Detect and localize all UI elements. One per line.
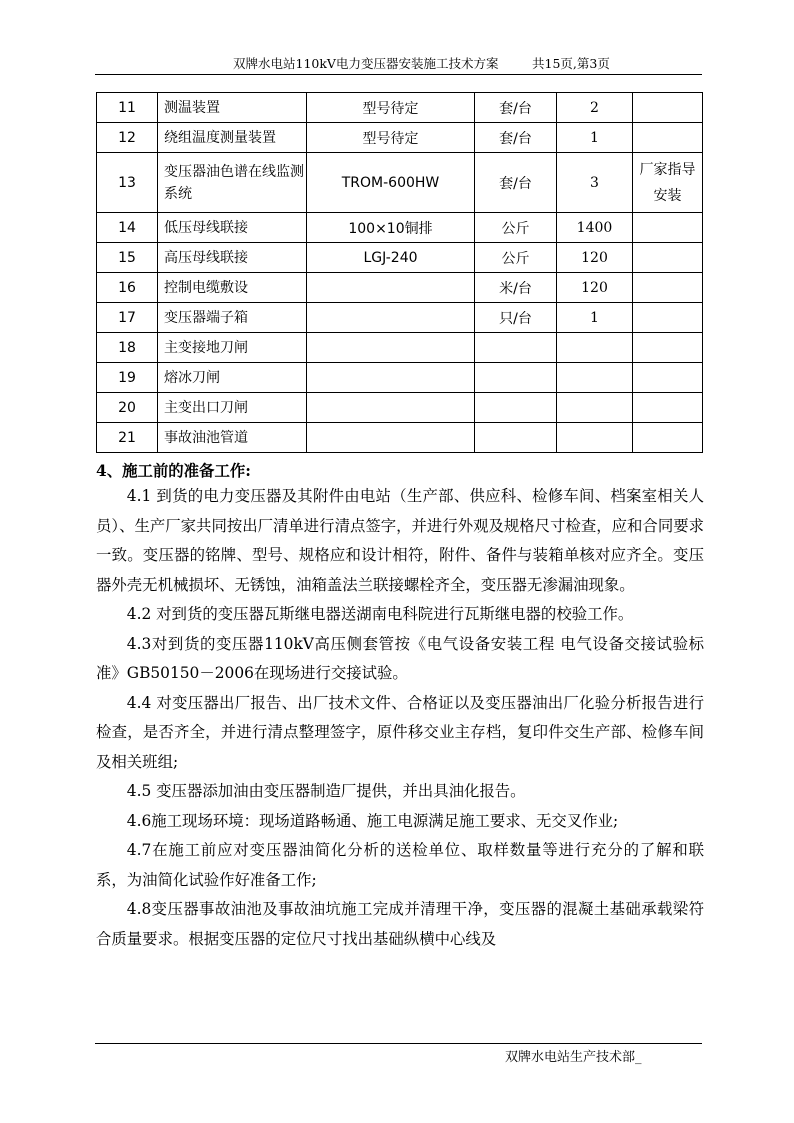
table-row bbox=[97, 363, 703, 393]
section-heading: 4、施工前的准备工作: bbox=[96, 462, 251, 480]
table-row bbox=[97, 273, 703, 303]
row-number: 19 bbox=[97, 363, 158, 393]
item-model bbox=[307, 363, 475, 393]
item-note bbox=[633, 393, 703, 423]
item-name: 变压器油色谱在线监测系统 bbox=[158, 153, 307, 213]
table-row bbox=[97, 333, 703, 363]
item-note bbox=[633, 93, 703, 123]
item-model bbox=[307, 273, 475, 303]
paragraph-4-3: 4.3对到货的变压器110kV高压侧套管按《电气设备安装工程 电气设备交接试验标准》GB50150－2006在现场进行交接试验。 bbox=[96, 634, 704, 682]
row-number: 15 bbox=[97, 243, 158, 273]
item-model bbox=[307, 333, 475, 363]
item-name: 事故油池管道 bbox=[158, 423, 307, 453]
item-note bbox=[633, 423, 703, 453]
row-number: 18 bbox=[97, 333, 158, 363]
item-note bbox=[633, 213, 703, 243]
item-model: 型号待定 bbox=[307, 123, 475, 153]
item-note bbox=[633, 363, 703, 393]
item-quantity: 120 bbox=[557, 273, 633, 303]
paragraph-4-6: 4.6施工现场环境：现场道路畅通、施工电源满足施工要求、无交叉作业; bbox=[126, 811, 619, 830]
item-model bbox=[307, 303, 475, 333]
item-unit: 套/台 bbox=[475, 153, 557, 213]
item-quantity: 120 bbox=[557, 243, 633, 273]
item-note bbox=[633, 273, 703, 303]
item-note bbox=[633, 123, 703, 153]
item-unit bbox=[475, 363, 557, 393]
row-number: 16 bbox=[97, 273, 158, 303]
item-unit: 公斤 bbox=[475, 243, 557, 273]
item-model: 100×10铜排 bbox=[307, 213, 475, 243]
equipment-table bbox=[96, 92, 703, 453]
page-footer: 双牌水电站生产技术部_ bbox=[505, 1050, 642, 1065]
item-quantity: 1400 bbox=[557, 213, 633, 243]
footer-divider bbox=[95, 1043, 702, 1044]
table-row bbox=[97, 423, 703, 453]
paragraph-4-5: 4.5 变压器添加油由变压器制造厂提供，并出具油化报告。 bbox=[126, 782, 526, 800]
preparation-section bbox=[96, 460, 704, 954]
item-name: 高压母线联接 bbox=[158, 243, 307, 273]
paragraph-4-7: 4.7在施工前应对变压器油简化分析的送检单位、取样数量等进行充分的了解和联系，为油简化试验作好准备工作; bbox=[96, 841, 704, 889]
page-count: 共15页,第3页 bbox=[532, 56, 610, 71]
table-row bbox=[97, 243, 703, 273]
item-quantity: 3 bbox=[557, 153, 633, 213]
item-quantity: 1 bbox=[557, 303, 633, 333]
item-quantity bbox=[557, 423, 633, 453]
item-quantity bbox=[557, 363, 633, 393]
equipment-table-body bbox=[97, 93, 703, 453]
table-row bbox=[97, 213, 703, 243]
row-number: 14 bbox=[97, 213, 158, 243]
item-quantity bbox=[557, 333, 633, 363]
item-unit bbox=[475, 393, 557, 423]
item-name: 变压器端子箱 bbox=[158, 303, 307, 333]
row-number: 20 bbox=[97, 393, 158, 423]
row-number: 13 bbox=[97, 153, 158, 213]
item-quantity: 1 bbox=[557, 123, 633, 153]
item-name: 主变出口刀闸 bbox=[158, 393, 307, 423]
item-name: 绕组温度测量装置 bbox=[158, 123, 307, 153]
item-model bbox=[307, 393, 475, 423]
item-unit: 套/台 bbox=[475, 123, 557, 153]
item-note bbox=[633, 243, 703, 273]
item-name: 熔冰刀闸 bbox=[158, 363, 307, 393]
item-quantity bbox=[557, 393, 633, 423]
item-unit bbox=[475, 423, 557, 453]
item-name: 主变接地刀闸 bbox=[158, 333, 307, 363]
item-unit: 套/台 bbox=[475, 93, 557, 123]
item-unit: 米/台 bbox=[475, 273, 557, 303]
paragraph-4-4: 4.4 对变压器出厂报告、出厂技术文件、合格证以及变压器油出厂化验分析报告进行检查，是否齐全，并进行清点整理签字，原件移交业主存档，复印件交生产部、检修车间及相关班组; bbox=[96, 693, 704, 771]
paragraph-4-1: 4.1 到货的电力变压器及其附件由电站（生产部、供应科、检修车间、档案室相关人员）、生产厂家共同按出厂清单进行清点签字，并进行外观及规格尺寸检查，应和合同要求一致。变压器的铭牌、型号、规格应和设计相符，附件、备件与装箱单核对应齐全。变压器外壳无机械损坏、无锈蚀，油箱盖法兰联接螺栓齐全，变压器无渗漏油现象。 bbox=[96, 487, 704, 594]
item-note bbox=[633, 333, 703, 363]
page-header bbox=[95, 52, 702, 75]
item-name: 低压母线联接 bbox=[158, 213, 307, 243]
row-number: 11 bbox=[97, 93, 158, 123]
table-row bbox=[97, 93, 703, 123]
item-name: 控制电缆敷设 bbox=[158, 273, 307, 303]
document-title: 双牌水电站110kV电力变压器安装施工技术方案 bbox=[233, 56, 499, 71]
table-row bbox=[97, 303, 703, 333]
table-row bbox=[97, 123, 703, 153]
item-model: 型号待定 bbox=[307, 93, 475, 123]
item-model bbox=[307, 423, 475, 453]
row-number: 12 bbox=[97, 123, 158, 153]
item-model: LGJ-240 bbox=[307, 243, 475, 273]
item-name: 测温装置 bbox=[158, 93, 307, 123]
item-quantity: 2 bbox=[557, 93, 633, 123]
item-unit: 只/台 bbox=[475, 303, 557, 333]
item-unit: 公斤 bbox=[475, 213, 557, 243]
item-model: TROM-600HW bbox=[307, 153, 475, 213]
table-row bbox=[97, 153, 703, 213]
item-note: 厂家指导安装 bbox=[633, 153, 703, 213]
paragraph-4-2: 4.2 对到货的变压器瓦斯继电器送湖南电科院进行瓦斯继电器的校验工作。 bbox=[126, 605, 634, 623]
paragraph-4-8: 4.8变压器事故油池及事故油坑施工完成并清理干净，变压器的混凝土基础承载梁符合质量要求。根据变压器的定位尺寸找出基础纵横中心线及 bbox=[96, 900, 704, 948]
row-number: 21 bbox=[97, 423, 158, 453]
table-row bbox=[97, 393, 703, 423]
row-number: 17 bbox=[97, 303, 158, 333]
item-note bbox=[633, 303, 703, 333]
item-unit bbox=[475, 333, 557, 363]
